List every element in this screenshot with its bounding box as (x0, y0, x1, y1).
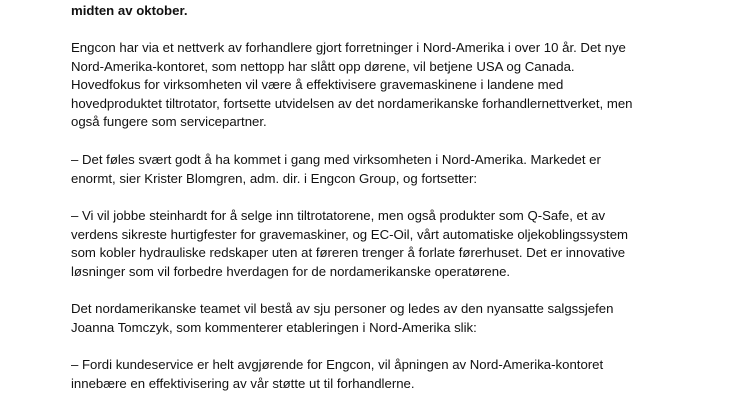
paragraph-quote-tomczyk (71, 356, 603, 393)
text-line: hovedproduktet tiltrotator, fortsette utvidelsen av det nordamerikanske forhandlernettverket, men (71, 95, 633, 111)
text-line: enormt, sier Krister Blomgren, adm. dir. i Engcon Group, og fortsetter: (71, 170, 478, 186)
paragraph-engcon-north-america (71, 39, 633, 132)
text-line: Hovedfokus for virksomheten vil være å effektivisere gravemaskinene i landene med (71, 77, 564, 93)
text-line: Det nordamerikanske teamet vil bestå av sju personer og ledes av den nyansatte salgssjefen (71, 301, 614, 316)
paragraph-quote-products (71, 207, 628, 281)
text-line: – Fordi kundeservice er helt avgjørende for Engcon, vil åpningen av Nord-Amerika-kontoret (71, 357, 604, 372)
text-line: midten av oktober. (71, 3, 188, 18)
text-line: løsninger som vil forbedre hverdagen for de nordamerikanske operatørene. (71, 263, 511, 279)
text-line: – Vi vil jobbe steinhardt for å selge inn tiltrotatorene, men også produkter som Q-Safe, et av (71, 208, 606, 223)
paragraph-quote-blomgren (71, 151, 601, 188)
text-line: som kobler hydrauliske redskaper uten at føreren trenger å forlate førerhuset. Det er innovative (71, 245, 626, 261)
text-line: – Det føles svært godt å ha kommet i gang med virksomheten i Nord-Amerika. Markedet er (71, 152, 601, 167)
text-line: verdens sikreste hurtigfester for gravemaskiner, og EC-Oil, vårt automatiske oljekoblingssystem (71, 226, 629, 242)
text-line: Engcon har via et nettverk av forhandlere gjort forretninger i Nord-Amerika i over 10 år. Det nye (71, 40, 626, 55)
text-line: Nord-Amerika-kontoret, som nettopp har slått opp dørene, vil betjene USA og Canada. (71, 58, 575, 74)
text-line: innebære en effektivisering av vår støtte ut til forhandlerne. (71, 375, 415, 391)
paragraph-team (71, 300, 613, 337)
text-line: også fungere som servicepartner. (71, 114, 267, 130)
text-line: Joanna Tomczyk, som kommenterer etableringen i Nord-Amerika slik: (71, 319, 477, 335)
paragraph-intro-tail (71, 2, 188, 21)
